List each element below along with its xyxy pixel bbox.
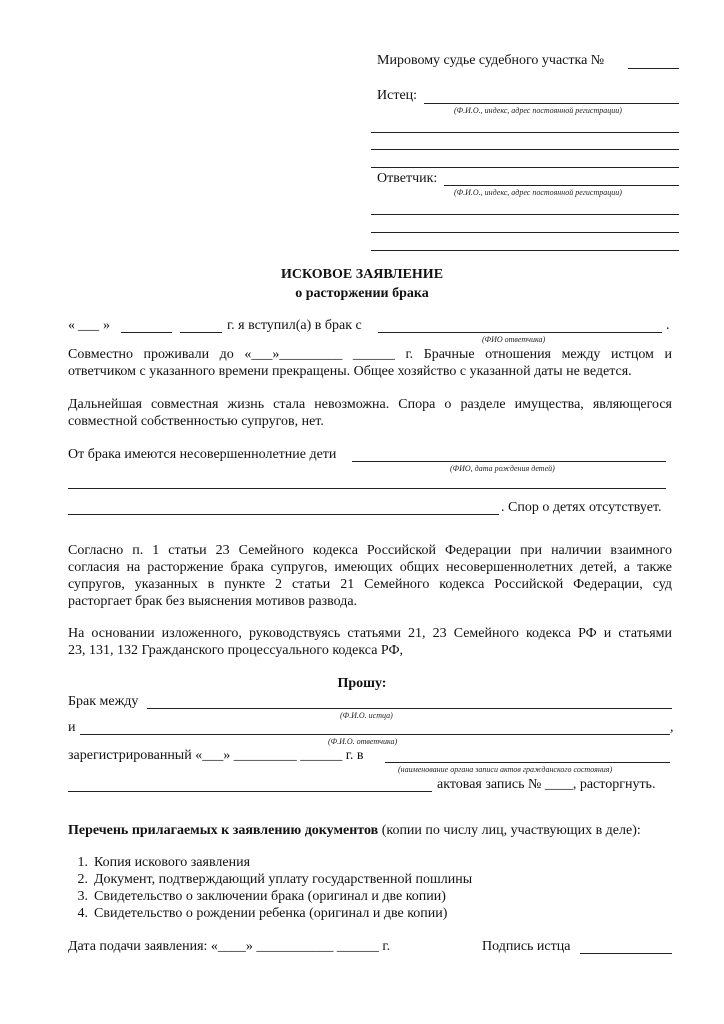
plaintiff-field-line-4[interactable] xyxy=(371,167,679,168)
children-field[interactable] xyxy=(352,461,666,462)
signature-label: Подпись истца xyxy=(482,939,571,954)
list-item xyxy=(68,906,447,922)
defendant-field-line-4[interactable] xyxy=(371,250,679,251)
defendant-label: Ответчик: xyxy=(377,171,438,186)
defendant-field-line-3[interactable] xyxy=(371,232,679,233)
request-heading: Прошу: xyxy=(337,676,387,691)
list-number: 1. xyxy=(77,855,88,870)
marriage-defendant-hint: (ФИО ответчика) xyxy=(482,335,546,344)
impossible-line-2: совместной собственностью супругов, нет. xyxy=(68,414,324,429)
document-subtitle: о расторжении брака xyxy=(295,286,429,301)
marriage-between-label: Брак между xyxy=(68,694,139,709)
legal-line-2: согласия на расторжение брака супругов, имеющих общих несовершеннолетних детей, а также xyxy=(68,560,672,575)
attachments-heading-rest: (копии по числу лиц, участвующих в деле): xyxy=(378,823,641,838)
request-defendant-field[interactable] xyxy=(80,734,670,735)
children-hint: (ФИО, дата рождения детей) xyxy=(450,464,555,473)
marriage-month-field[interactable] xyxy=(121,332,172,333)
request-defendant-hint: (Ф.И.О. ответчика) xyxy=(328,737,398,746)
children-no-dispute: . Спор о детях отсутствует. xyxy=(501,500,662,515)
defendant-field[interactable] xyxy=(444,185,679,186)
children-label: От брака имеются несовершеннолетние дети xyxy=(68,447,337,462)
list-text: Свидетельство о заключении брака (оригинал и две копии) xyxy=(94,889,446,904)
registry-hint: (наименование органа записи актов гражданского состояния) xyxy=(398,765,613,774)
judge-line: Мировому судье судебного участка № xyxy=(377,53,605,68)
defendant-field-line-2[interactable] xyxy=(371,214,679,215)
and-label: и xyxy=(68,720,76,735)
list-item xyxy=(68,855,250,871)
cohabitation-line-1: Совместно проживали до «___»_________ ______ г. Брачные отношения между истцом и xyxy=(68,347,672,362)
cohabitation-line-2: ответчиком с указанного времени прекращены. Общее хозяйство с указанной даты не ведется. xyxy=(68,364,632,379)
legal-line-3: супругов, указанных в пункте 2 статьи 21 Семейного кодекса Российской Федерации, суд xyxy=(68,577,672,592)
legal-line-1: Согласно п. 1 статьи 23 Семейного кодекса Российской Федерации при наличии взаимного xyxy=(68,543,672,558)
list-text: Копия искового заявления xyxy=(94,855,251,870)
record-label: актовая запись № ____, расторгнуть. xyxy=(437,777,656,792)
list-number: 2. xyxy=(77,872,88,887)
registry-field-line-2[interactable] xyxy=(68,791,432,792)
request-comma: , xyxy=(670,720,674,735)
list-text: Документ, подтверждающий уплату государственной пошлины xyxy=(94,872,473,887)
list-number: 3. xyxy=(77,889,88,904)
plaintiff-label: Истец: xyxy=(377,88,418,103)
basis-line-2: 23, 131, 132 Гражданского процессуального кодекса РФ, xyxy=(68,643,404,658)
judge-number-field[interactable] xyxy=(628,68,679,69)
signature-field[interactable] xyxy=(580,953,672,954)
plaintiff-field-line-3[interactable] xyxy=(371,149,679,150)
plaintiff-hint: (Ф.И.О., индекс, адрес постоянной регистрации) xyxy=(454,106,622,115)
plaintiff-field[interactable] xyxy=(424,103,679,104)
children-field-line-2[interactable] xyxy=(68,488,666,489)
document-title: ИСКОВОЕ ЗАЯВЛЕНИЕ xyxy=(280,267,444,282)
attachments-heading-bold: Перечень прилагаемых к заявлению документов xyxy=(68,823,379,838)
marriage-day-blank: ___ xyxy=(78,318,99,333)
submission-date-label: Дата подачи заявления: «____» ___________ ______ г. xyxy=(68,939,391,954)
marriage-text: г. я вступил(а) в брак с xyxy=(227,318,362,333)
basis-line-1: На основании изложенного, руководствуясь статьями 21, 23 Семейного кодекса РФ и статьями xyxy=(68,626,672,641)
defendant-hint: (Ф.И.О., индекс, адрес постоянной регистрации) xyxy=(454,188,622,197)
marriage-defendant-field[interactable] xyxy=(378,332,662,333)
children-field-line-3[interactable] xyxy=(68,514,499,515)
impossible-line-1: Дальнейшая совместная жизнь стала невозможна. Спора о разделе имущества, являющегося xyxy=(68,397,672,412)
marriage-year-field[interactable] xyxy=(180,332,222,333)
registry-field[interactable] xyxy=(385,762,670,763)
marriage-date-open: « xyxy=(68,318,75,333)
registered-label: зарегистрированный «___» _________ ______ г. в xyxy=(68,748,364,763)
request-plaintiff-hint: (Ф.И.О. истца) xyxy=(340,711,393,720)
list-number: 4. xyxy=(77,906,88,921)
list-item xyxy=(68,889,446,905)
attachments-heading xyxy=(68,823,641,839)
marriage-end: . xyxy=(666,318,670,333)
request-plaintiff-field[interactable] xyxy=(147,708,672,709)
marriage-date-close: » xyxy=(103,318,110,333)
list-text: Свидетельство о рождении ребенка (оригинал и две копии) xyxy=(94,906,448,921)
legal-line-4: расторгает брак без выяснения мотивов развода. xyxy=(68,594,358,609)
list-item xyxy=(68,872,472,888)
plaintiff-field-line-2[interactable] xyxy=(371,132,679,133)
